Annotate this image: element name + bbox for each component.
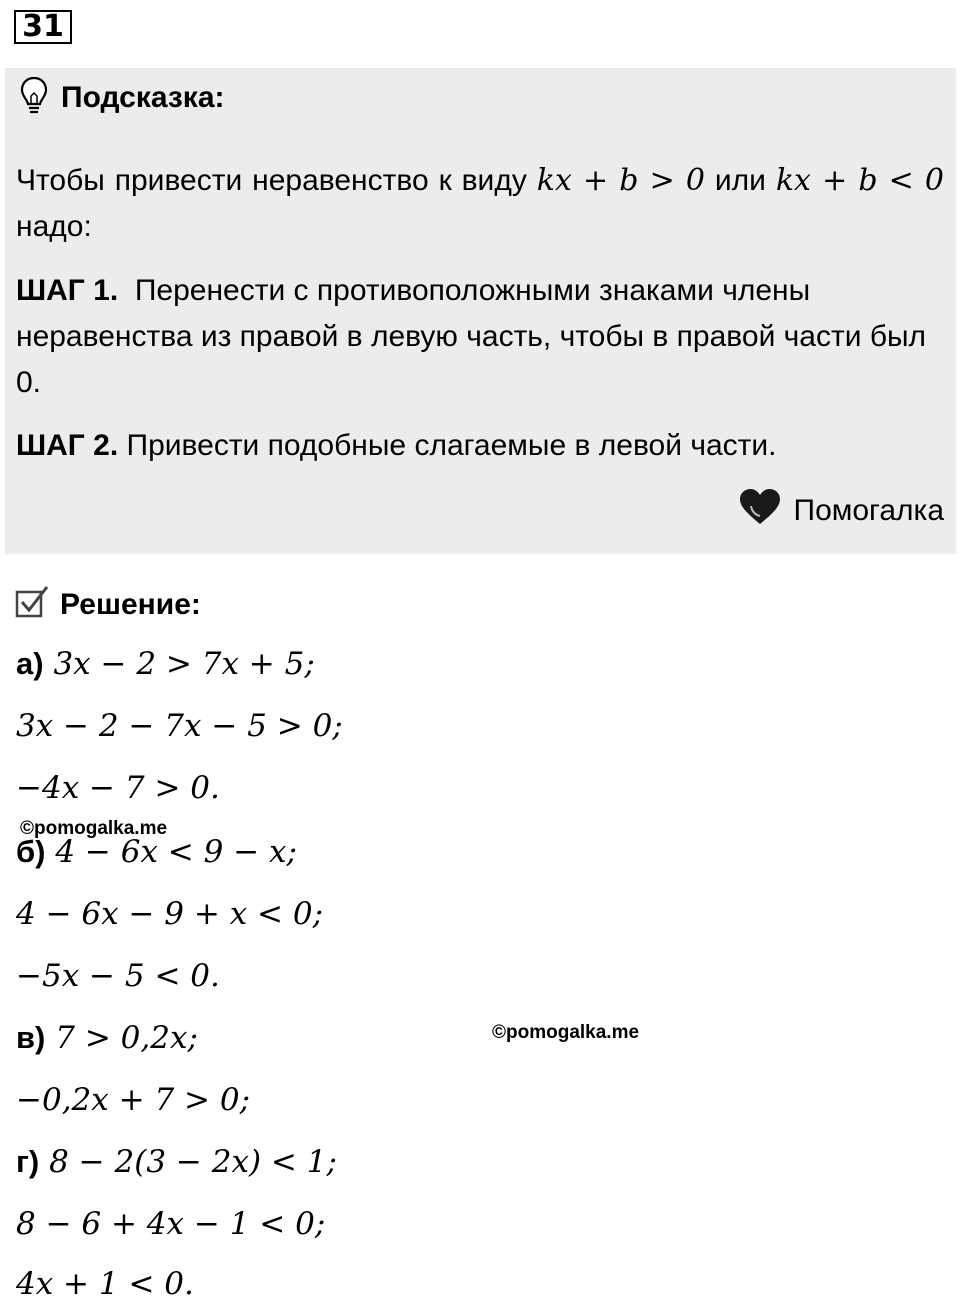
intro-math: kx + b < 0 bbox=[775, 163, 945, 198]
solution-header bbox=[14, 584, 201, 625]
solution-line: а) 3x − 2 > 7x + 5; bbox=[16, 646, 315, 682]
watermark: ©pomogalka.me bbox=[20, 818, 168, 839]
solution-line: 4 − 6x − 9 + x < 0; bbox=[16, 896, 324, 932]
intro-text: или bbox=[714, 164, 766, 197]
intro-text: Чтобы привести неравенство к виду bbox=[16, 164, 527, 197]
solution-line: б) 4 − 6x < 9 − x; bbox=[16, 834, 297, 870]
hint-box bbox=[5, 68, 956, 554]
brand bbox=[738, 488, 945, 534]
task-number: 31 bbox=[14, 10, 72, 44]
step-text: Привести подобные слагаемые в левой части. bbox=[126, 429, 777, 462]
solution-title: Решение: bbox=[60, 587, 201, 621]
step-text: Перенести с противоположными знаками члены неравенства из правой в левую часть, чтобы в правой части был 0. bbox=[16, 274, 927, 399]
solution-line: 4x + 1 < 0. bbox=[16, 1266, 194, 1302]
lightbulb-icon bbox=[19, 76, 49, 121]
solution-line: −4x − 7 > 0. bbox=[16, 770, 220, 806]
solution-line: −0,2x + 7 > 0; bbox=[16, 1082, 251, 1118]
step-label: ШАГ 1. bbox=[16, 274, 119, 307]
brand-name: Помогалка bbox=[793, 494, 944, 527]
step-label: ШАГ 2. bbox=[16, 429, 119, 462]
solution-line: в) 7 > 0,2x; bbox=[16, 1020, 198, 1056]
intro-math: kx + b > 0 bbox=[536, 163, 705, 198]
heart-icon bbox=[738, 488, 782, 534]
hint-header bbox=[19, 78, 225, 118]
solution-line: г) 8 − 2(3 − 2x) < 1; bbox=[16, 1144, 337, 1180]
hint-step-2 bbox=[16, 423, 944, 469]
solution-line: 3x − 2 − 7x − 5 > 0; bbox=[16, 708, 343, 744]
hint-step-1 bbox=[16, 268, 944, 406]
hint-intro bbox=[16, 158, 944, 250]
watermark: ©pomogalka.me bbox=[492, 1022, 640, 1043]
hint-title: Подсказка: bbox=[61, 81, 225, 114]
intro-text: надо: bbox=[16, 210, 92, 243]
checkbox-icon bbox=[14, 584, 50, 625]
solution-line: −5x − 5 < 0. bbox=[16, 958, 220, 994]
solution-line: 8 − 6 + 4x − 1 < 0; bbox=[16, 1206, 326, 1242]
